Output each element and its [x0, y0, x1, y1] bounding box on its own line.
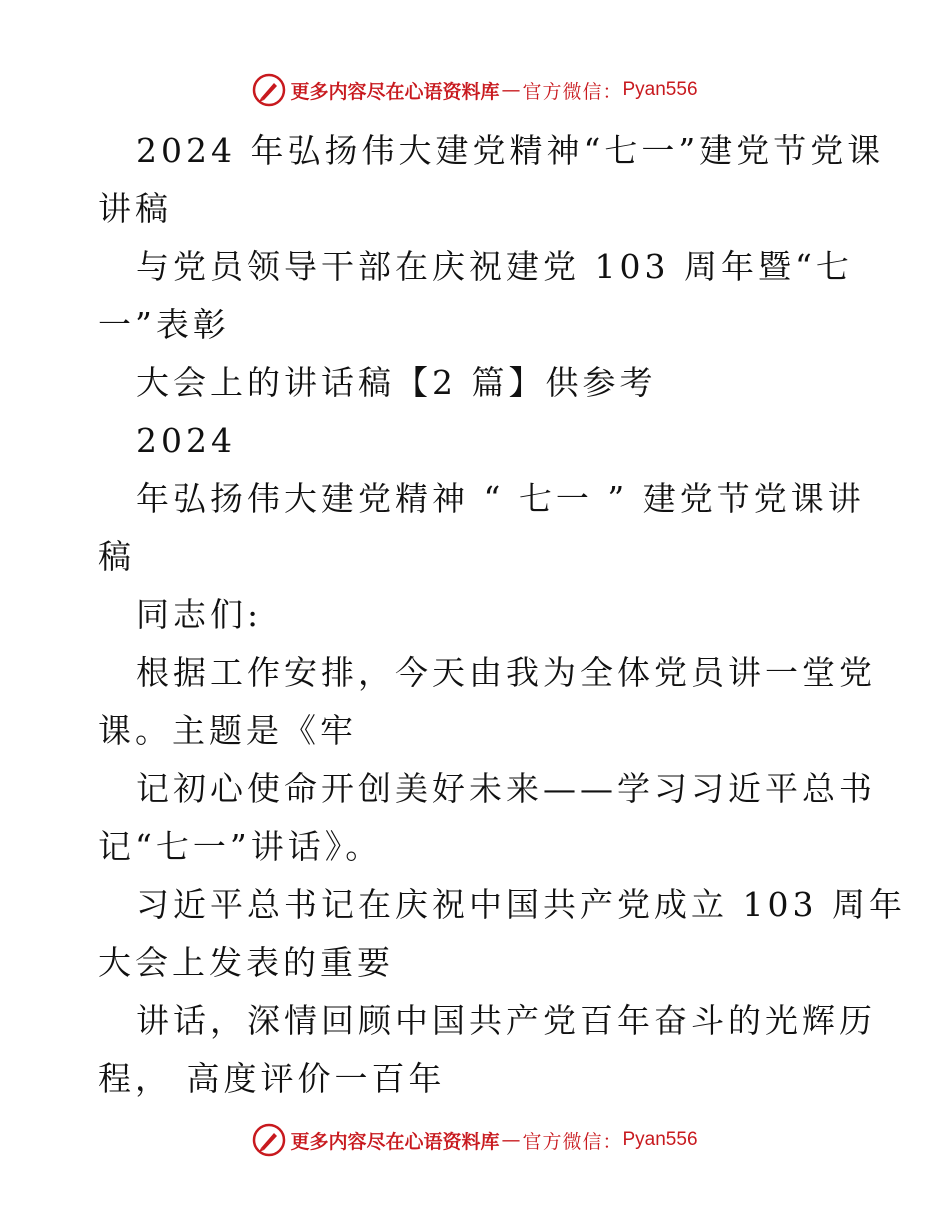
- section-title-line-2: 稿: [98, 537, 135, 576]
- paragraph-line: 记初心使命开创美好未来——学习习近平总书: [136, 769, 876, 808]
- watermark-contact-label: 官方微信：: [522, 80, 623, 103]
- watermark-contact-label: 官方微信：: [522, 1130, 623, 1153]
- pen-logo-icon: [252, 73, 286, 107]
- paragraph-line: 课。主题是《牢: [98, 711, 357, 750]
- subtitle-line-3: 大会上的讲话稿【2 篇】供参考: [136, 363, 657, 402]
- subtitle-line-1: 与党员领导干部在庆祝建党 103 周年暨“七: [136, 247, 853, 286]
- paragraph-line: 程， 高度评价一百年: [98, 1059, 446, 1098]
- paragraph-line: 讲话，深情回顾中国共产党百年奋斗的光辉历: [136, 1001, 876, 1040]
- header-watermark: [0, 72, 950, 108]
- title-line-2: 讲稿: [98, 189, 172, 228]
- watermark-text: 更多内容尽在心语资料库: [290, 80, 500, 103]
- title-line-1: 2024 年弘扬伟大建党精神“七一”建党节党课: [136, 131, 885, 170]
- watermark-dash: —: [501, 79, 521, 101]
- watermark-dash: —: [501, 1129, 521, 1151]
- paragraph-line: 记“七一”讲话》。: [98, 827, 383, 866]
- section-year: 2024: [136, 421, 236, 460]
- salutation: 同志们:: [136, 595, 263, 634]
- pen-logo-icon: [252, 1123, 286, 1157]
- paragraph-line: 习近平总书记在庆祝中国共产党成立 103 周年: [136, 885, 906, 924]
- subtitle-line-2: 一”表彰: [98, 305, 230, 344]
- section-title-line-1: 年弘扬伟大建党精神 “ 七一 ” 建党节党课讲: [136, 479, 865, 518]
- watermark-wechat-id: Pyan556: [622, 79, 698, 100]
- paragraph-line: 大会上发表的重要: [98, 943, 394, 982]
- watermark-wechat-id: Pyan556: [622, 1129, 698, 1150]
- paragraph-line: 根据工作安排，今天由我为全体党员讲一堂党: [136, 653, 876, 692]
- watermark-text: 更多内容尽在心语资料库: [290, 1130, 500, 1153]
- footer-watermark: [0, 1122, 950, 1158]
- document-body: [98, 122, 906, 1108]
